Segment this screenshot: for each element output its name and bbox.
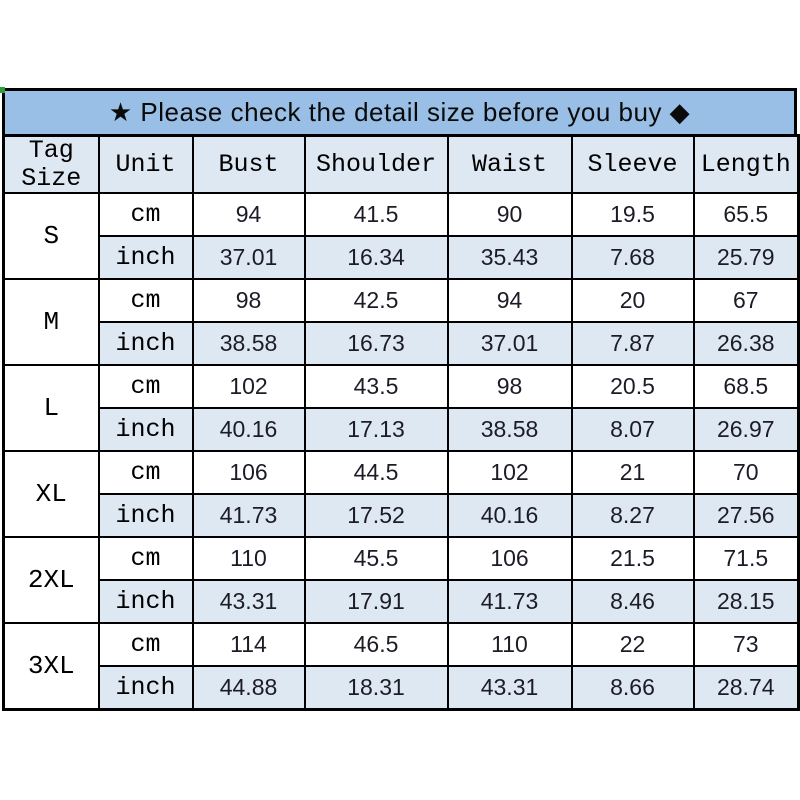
- value-cell: 37.01: [193, 236, 305, 279]
- value-cell: 94: [448, 279, 572, 322]
- value-cell: 68.5: [694, 365, 799, 408]
- header-cell-bust: Bust: [193, 136, 305, 194]
- value-cell: 16.34: [305, 236, 448, 279]
- value-cell: 73: [694, 623, 799, 666]
- value-cell: 35.43: [448, 236, 572, 279]
- value-cell: 21: [572, 451, 694, 494]
- value-cell: 44.88: [193, 666, 305, 710]
- table-row-s-cm: [4, 193, 799, 236]
- value-cell: 110: [448, 623, 572, 666]
- header-cell-tag-size: Tag Size: [4, 136, 99, 194]
- size-label-m: M: [4, 279, 99, 365]
- value-cell: 46.5: [305, 623, 448, 666]
- notice-banner: [2, 88, 797, 134]
- size-label-2xl: 2XL: [4, 537, 99, 623]
- size-label-xl: XL: [4, 451, 99, 537]
- table-row-3xl-inch: [4, 666, 799, 710]
- size-label-l: L: [4, 365, 99, 451]
- table-row-xl-inch: [4, 494, 799, 537]
- value-cell: 43.5: [305, 365, 448, 408]
- value-cell: 43.31: [193, 580, 305, 623]
- value-cell: 45.5: [305, 537, 448, 580]
- unit-cell-inch: inch: [99, 322, 193, 365]
- value-cell: 41.5: [305, 193, 448, 236]
- unit-cell-cm: cm: [99, 279, 193, 322]
- table-row-3xl-cm: [4, 623, 799, 666]
- value-cell: 16.73: [305, 322, 448, 365]
- value-cell: 44.5: [305, 451, 448, 494]
- notice-banner-text: ★ Please check the detail size before you buy ◆: [108, 97, 691, 127]
- value-cell: 65.5: [694, 193, 799, 236]
- value-cell: 20.5: [572, 365, 694, 408]
- value-cell: 43.31: [448, 666, 572, 710]
- value-cell: 17.91: [305, 580, 448, 623]
- value-cell: 98: [448, 365, 572, 408]
- value-cell: 8.66: [572, 666, 694, 710]
- value-cell: 8.07: [572, 408, 694, 451]
- value-cell: 37.01: [448, 322, 572, 365]
- value-cell: 98: [193, 279, 305, 322]
- value-cell: 28.15: [694, 580, 799, 623]
- unit-cell-inch: inch: [99, 408, 193, 451]
- value-cell: 102: [448, 451, 572, 494]
- value-cell: 17.52: [305, 494, 448, 537]
- size-table: [2, 134, 800, 711]
- value-cell: 28.74: [694, 666, 799, 710]
- value-cell: 25.79: [694, 236, 799, 279]
- value-cell: 27.56: [694, 494, 799, 537]
- value-cell: 41.73: [193, 494, 305, 537]
- value-cell: 106: [193, 451, 305, 494]
- value-cell: 7.87: [572, 322, 694, 365]
- table-row-2xl-inch: [4, 580, 799, 623]
- value-cell: 8.46: [572, 580, 694, 623]
- unit-cell-inch: inch: [99, 580, 193, 623]
- unit-cell-inch: inch: [99, 666, 193, 710]
- table-row-m-cm: [4, 279, 799, 322]
- value-cell: 7.68: [572, 236, 694, 279]
- value-cell: 40.16: [448, 494, 572, 537]
- header-cell-sleeve: Sleeve: [572, 136, 694, 194]
- value-cell: 70: [694, 451, 799, 494]
- value-cell: 19.5: [572, 193, 694, 236]
- value-cell: 20: [572, 279, 694, 322]
- value-cell: 38.58: [448, 408, 572, 451]
- value-cell: 26.97: [694, 408, 799, 451]
- table-row-m-inch: [4, 322, 799, 365]
- value-cell: 21.5: [572, 537, 694, 580]
- table-row-xl-cm: [4, 451, 799, 494]
- unit-cell-cm: cm: [99, 623, 193, 666]
- value-cell: 114: [193, 623, 305, 666]
- header-cell-waist: Waist: [448, 136, 572, 194]
- header-row: [4, 136, 799, 194]
- value-cell: 94: [193, 193, 305, 236]
- unit-cell-inch: inch: [99, 236, 193, 279]
- header-cell-shoulder: Shoulder: [305, 136, 448, 194]
- value-cell: 41.73: [448, 580, 572, 623]
- table-row-l-inch: [4, 408, 799, 451]
- value-cell: 71.5: [694, 537, 799, 580]
- value-cell: 17.13: [305, 408, 448, 451]
- header-cell-length: Length: [694, 136, 799, 194]
- unit-cell-cm: cm: [99, 537, 193, 580]
- header-cell-unit: Unit: [99, 136, 193, 194]
- value-cell: 22: [572, 623, 694, 666]
- value-cell: 38.58: [193, 322, 305, 365]
- unit-cell-cm: cm: [99, 193, 193, 236]
- value-cell: 18.31: [305, 666, 448, 710]
- unit-cell-cm: cm: [99, 451, 193, 494]
- value-cell: 8.27: [572, 494, 694, 537]
- size-label-3xl: 3XL: [4, 623, 99, 710]
- table-row-2xl-cm: [4, 537, 799, 580]
- size-label-s: S: [4, 193, 99, 279]
- table-row-l-cm: [4, 365, 799, 408]
- value-cell: 26.38: [694, 322, 799, 365]
- value-cell: 42.5: [305, 279, 448, 322]
- green-corner-artifact: [0, 87, 5, 93]
- value-cell: 67: [694, 279, 799, 322]
- unit-cell-cm: cm: [99, 365, 193, 408]
- value-cell: 106: [448, 537, 572, 580]
- value-cell: 102: [193, 365, 305, 408]
- value-cell: 90: [448, 193, 572, 236]
- value-cell: 40.16: [193, 408, 305, 451]
- value-cell: 110: [193, 537, 305, 580]
- size-chart: [2, 88, 797, 711]
- table-row-s-inch: [4, 236, 799, 279]
- unit-cell-inch: inch: [99, 494, 193, 537]
